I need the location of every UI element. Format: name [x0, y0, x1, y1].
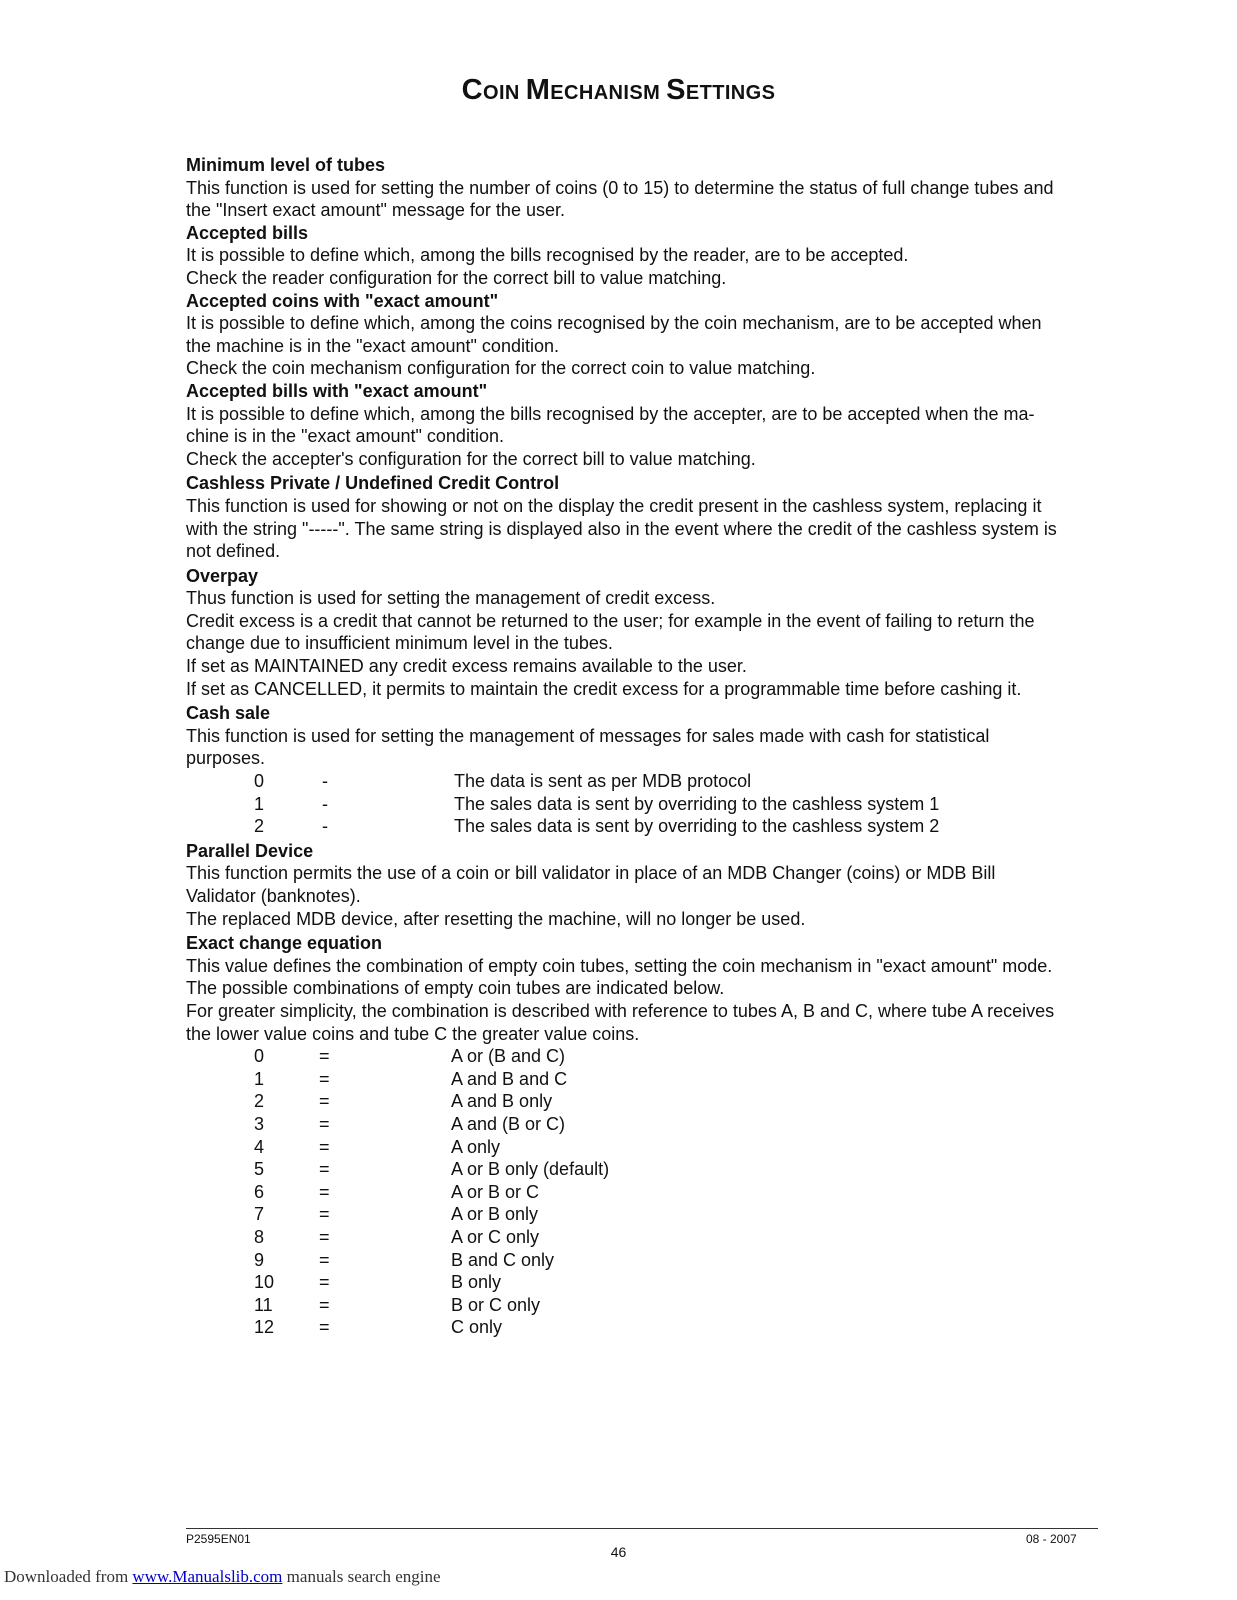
- download-notice: Downloaded from www.Manualslib.com manuals search engine: [4, 1567, 441, 1586]
- paragraph-line: the machine is in the "exact amount" condition.: [186, 335, 559, 356]
- list-item: 0 - The data is sent as per MDB protocol: [254, 771, 752, 792]
- section-min-level: [186, 154, 1086, 222]
- paragraph-line: not defined.: [186, 541, 281, 562]
- section-heading: Overpay: [186, 565, 259, 586]
- paragraph-line: Validator (banknotes).: [186, 886, 361, 906]
- section-cash-sale: [186, 702, 1086, 838]
- section-parallel-device: [186, 840, 1086, 930]
- paragraph-line: Check the accepter's configuration for the correct bill to value matching.: [186, 448, 756, 469]
- document-body: [186, 154, 1086, 1339]
- list-item: 12 = C only: [254, 1317, 503, 1338]
- list-item: 1 - The sales data is sent by overriding to the cashless system 1: [254, 793, 940, 814]
- section-heading: Accepted bills: [186, 222, 309, 243]
- paragraph-line: Check the reader configuration for the correct bill to value matching.: [186, 267, 727, 288]
- paragraph-line: This function is used for setting the number of coins (0 to 15) to determine the status of full change tubes and: [186, 177, 1054, 198]
- section-heading: Minimum level of tubes: [186, 155, 386, 175]
- list-item: 6 = A or B or C: [254, 1181, 540, 1202]
- section-heading: Cashless Private / Undefined Credit Control: [186, 473, 560, 494]
- paragraph-line: If set as CANCELLED, it permits to maintain the credit excess for a programmable time before cashing it.: [186, 678, 1022, 699]
- list-item: 0 = A or (B and C): [254, 1046, 566, 1067]
- paragraph-line: This function permits the use of a coin or bill validator in place of an MDB Changer (coins) or MDB Bill: [186, 863, 996, 884]
- paragraph-line: It is possible to define which, among the bills recognised by the reader, are to be accepted.: [186, 245, 909, 266]
- paragraph-line: The replaced MDB device, after resetting the machine, will no longer be used.: [186, 908, 806, 929]
- paragraph-line: Check the coin mechanism configuration for the correct coin to value matching.: [186, 358, 816, 379]
- list-item: 2 - The sales data is sent by overriding to the cashless system 2: [254, 816, 940, 837]
- list-item: 7 = A or B only: [254, 1204, 539, 1225]
- paragraph-line: change due to insufficient minimum level in the tubes.: [186, 633, 613, 654]
- section-heading: Parallel Device: [186, 840, 314, 861]
- paragraph-line: Credit excess is a credit that cannot be returned to the user; for example in the event of failing to return the: [186, 610, 1035, 631]
- paragraph-line: This function is used for showing or not on the display the credit present in the cashless system, replacing it: [186, 495, 1042, 516]
- page-title: COIN MECHANISM SETTINGS: [461, 74, 776, 106]
- paragraph-line: For greater simplicity, the combination is described with reference to tubes A, B and C, where tube A receives: [186, 1000, 1055, 1021]
- section-cashless-private: [186, 472, 1086, 562]
- section-heading: Cash sale: [186, 703, 271, 724]
- paragraph-line: This function is used for setting the management of messages for sales made with cash for statistical: [186, 725, 990, 746]
- list-item: 5 = A or B only (default): [254, 1159, 610, 1180]
- section-accepted-coins-exact: [186, 290, 1086, 380]
- paragraph-line: with the string "-----". The same string is displayed also in the event where the credit of the cashless system is: [186, 518, 1057, 539]
- footer-divider: [186, 1528, 1098, 1529]
- paragraph-line: If set as MAINTAINED any credit excess remains available to the user.: [186, 656, 747, 677]
- paragraph-line: purposes.: [186, 748, 266, 769]
- paragraph-line: The possible combinations of empty coin tubes are indicated below.: [186, 978, 725, 999]
- page-number: 46: [610, 1544, 627, 1560]
- paragraph-line: It is possible to define which, among the coins recognised by the coin mechanism, are to be accepted when: [186, 313, 1042, 334]
- document-date: 08 - 2007: [1026, 1532, 1077, 1546]
- list-item: 4 = A only: [254, 1136, 501, 1157]
- paragraph-line: It is possible to define which, among the bills recognised by the accepter, are to be accepted when the ma-: [186, 403, 1035, 424]
- list-item: 11 = B or C only: [254, 1294, 541, 1315]
- section-heading: Exact change equation: [186, 933, 383, 954]
- list-item: 10 = B only: [254, 1272, 502, 1293]
- section-heading: Accepted coins with "exact amount": [186, 290, 499, 311]
- paragraph-line: the "Insert exact amount" message for the user.: [186, 200, 565, 221]
- section-overpay: [186, 565, 1086, 701]
- section-heading: Accepted bills with "exact amount": [186, 380, 488, 401]
- paragraph-line: chine is in the "exact amount" condition.: [186, 426, 504, 447]
- list-item: 1 = A and B and C: [254, 1068, 568, 1089]
- list-item: 9 = B and C only: [254, 1249, 555, 1270]
- paragraph-line: Thus function is used for setting the management of credit excess.: [186, 588, 716, 609]
- list-item: 2 = A and B only: [254, 1091, 553, 1112]
- manualslib-link[interactable]: www.Manualslib.com: [132, 1567, 283, 1586]
- document-code: P2595EN01: [186, 1532, 251, 1546]
- paragraph-line: the lower value coins and tube C the greater value coins.: [186, 1023, 640, 1044]
- list-item: 3 = A and (B or C): [254, 1113, 566, 1134]
- paragraph-line: This value defines the combination of empty coin tubes, setting the coin mechanism in "exact amount" mode.: [186, 955, 1053, 976]
- section-accepted-bills-exact: [186, 380, 1086, 470]
- list-item: 8 = A or C only: [254, 1226, 540, 1247]
- section-exact-change: [186, 932, 1086, 1339]
- section-accepted-bills: [186, 222, 1086, 290]
